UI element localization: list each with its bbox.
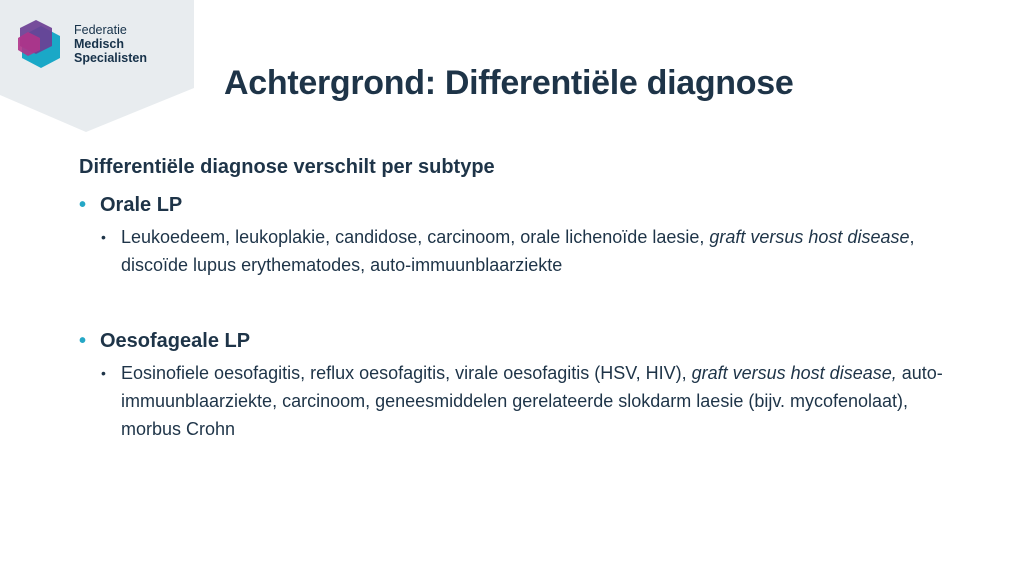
list-item	[79, 359, 969, 443]
list-item-text-part: , discoïde lupus erythematodes, auto-immuunblaarziekte	[121, 227, 915, 275]
slide-content	[79, 156, 969, 443]
bullet-icon: •	[101, 365, 106, 381]
section-oesofageale-lp	[79, 329, 969, 443]
list-item-text-part: auto-immuunblaarziekte, carcinoom, geneesmiddelen gerelateerde slokdarm laesie (bijv. mycofenolaat), morbus Crohn	[121, 363, 943, 439]
brand-hexagon-icon	[16, 18, 66, 70]
brand-name-line2: Medisch	[74, 37, 125, 51]
bullet-icon: •	[79, 330, 87, 352]
brand-name-line1: Federatie	[74, 23, 127, 37]
brand-name-line3: Specialisten	[74, 51, 147, 65]
page-title: Achtergrond: Differentiële diagnose	[224, 64, 794, 102]
brand-logo	[16, 18, 147, 70]
list-item-text-part: Eosinofiele oesofagitis, reflux oesofagitis, virale oesofagitis (HSV, HIV),	[121, 363, 692, 383]
bullet-icon: •	[79, 194, 87, 216]
slide-subtitle: Differentiële diagnose verschilt per subtype	[79, 156, 495, 178]
section-heading-text: Oesofageale LP	[100, 330, 251, 352]
section-orale-lp	[79, 193, 969, 279]
section-heading-text: Orale LP	[100, 194, 183, 216]
section-heading	[79, 193, 969, 217]
list-item	[79, 223, 969, 279]
section-heading	[79, 329, 969, 353]
brand-name	[74, 23, 147, 65]
bullet-icon: •	[101, 229, 106, 245]
list-item-italic-part: graft versus host disease,	[691, 363, 897, 383]
list-item-italic-part: graft versus host disease	[709, 227, 910, 247]
list-item-text-part: Leukoedeem, leukoplakie, candidose, carcinoom, orale lichenoïde laesie,	[121, 227, 710, 247]
